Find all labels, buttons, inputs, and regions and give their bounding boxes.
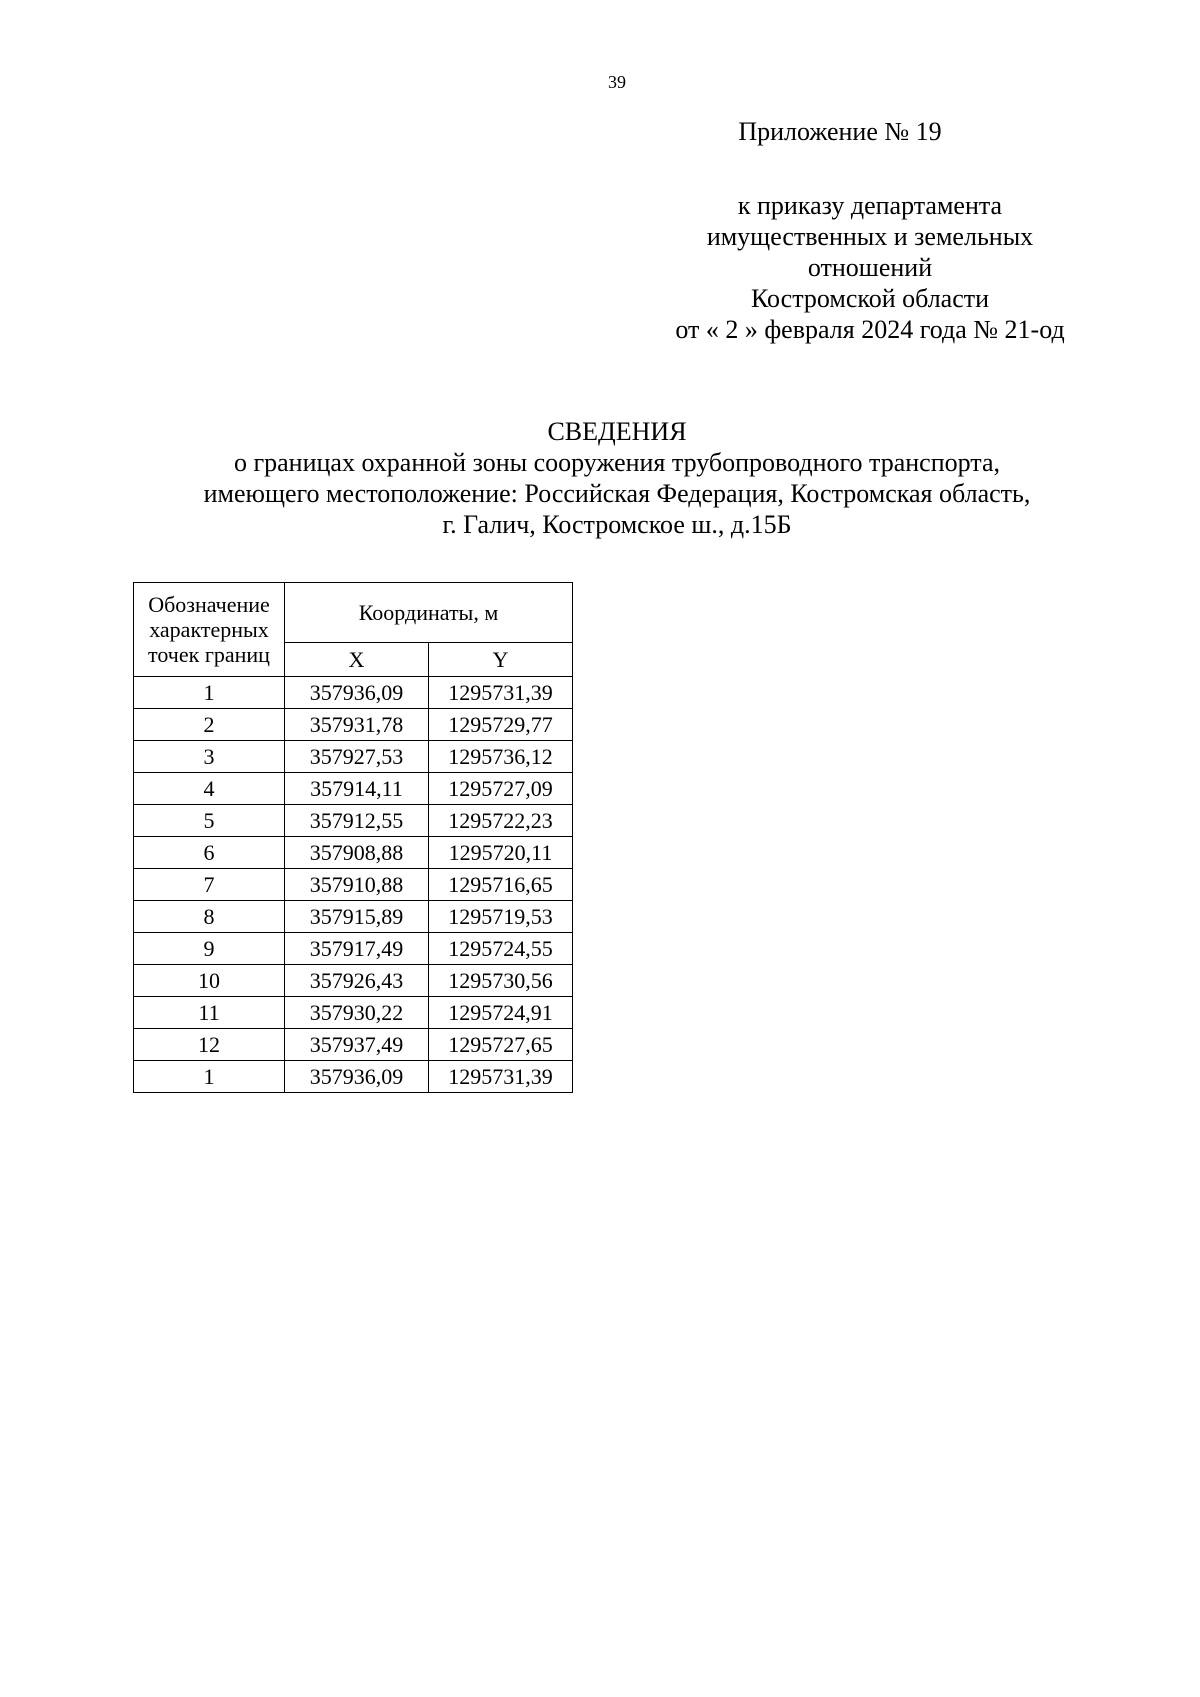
cell-point: 10: [134, 965, 285, 997]
cell-y: 1295727,65: [429, 1029, 573, 1061]
cell-y: 1295724,55: [429, 933, 573, 965]
cell-point: 7: [134, 869, 285, 901]
table-row: [134, 677, 573, 709]
order-reference: [620, 190, 1120, 345]
cell-point: 1: [134, 677, 285, 709]
document-heading: [0, 416, 1200, 540]
cell-x: 357926,43: [285, 965, 429, 997]
cell-y: 1295719,53: [429, 901, 573, 933]
cell-y: 1295730,56: [429, 965, 573, 997]
cell-y: 1295731,39: [429, 677, 573, 709]
header-coordinates: Координаты, м: [285, 583, 573, 643]
header-x: X: [285, 643, 429, 677]
order-line: к приказу департамента: [737, 191, 1003, 220]
cell-point: 3: [134, 741, 285, 773]
cell-y: 1295724,91: [429, 997, 573, 1029]
table-row: [134, 773, 573, 805]
table-row: [134, 741, 573, 773]
cell-point: 4: [134, 773, 285, 805]
cell-y: 1295727,09: [429, 773, 573, 805]
cell-point: 11: [134, 997, 285, 1029]
cell-point: 5: [134, 805, 285, 837]
heading-line: г. Галич, Костромское ш., д.15Б: [442, 510, 792, 539]
table-row: [134, 1029, 573, 1061]
table-row: [134, 997, 573, 1029]
cell-y: 1295720,11: [429, 837, 573, 869]
table-row: [134, 805, 573, 837]
order-line: от « 2 » февраля 2024 года № 21-од: [675, 315, 1065, 344]
cell-point: 8: [134, 901, 285, 933]
cell-x: 357936,09: [285, 1061, 429, 1093]
order-line: Костромской области: [750, 284, 990, 313]
coordinates-table: [133, 582, 573, 1093]
header-point-line: Обозначение: [148, 592, 270, 617]
cell-point: 9: [134, 933, 285, 965]
cell-point: 1: [134, 1061, 285, 1093]
header-point-designation: [134, 583, 285, 677]
heading-line: имеющего местоположение: Российская Федерация, Костромская область,: [203, 479, 1031, 508]
cell-y: 1295722,23: [429, 805, 573, 837]
cell-x: 357927,53: [285, 741, 429, 773]
cell-x: 357930,22: [285, 997, 429, 1029]
cell-y: 1295729,77: [429, 709, 573, 741]
table-row: [134, 837, 573, 869]
order-line: имущественных и земельных: [706, 222, 1034, 251]
cell-point: 12: [134, 1029, 285, 1061]
table-row: [134, 869, 573, 901]
cell-x: 357912,55: [285, 805, 429, 837]
cell-y: 1295716,65: [429, 869, 573, 901]
cell-x: 357914,11: [285, 773, 429, 805]
table-row: [134, 901, 573, 933]
cell-x: 357937,49: [285, 1029, 429, 1061]
cell-point: 2: [134, 709, 285, 741]
cell-x: 357915,89: [285, 901, 429, 933]
header-point-line: точек границ: [148, 642, 270, 667]
appendix-title: Приложение № 19: [738, 117, 942, 146]
header-y: Y: [429, 643, 573, 677]
table-row: [134, 933, 573, 965]
cell-x: 357931,78: [285, 709, 429, 741]
table-row: [134, 1061, 573, 1093]
page-number: 39: [608, 72, 626, 92]
cell-point: 6: [134, 837, 285, 869]
cell-y: 1295736,12: [429, 741, 573, 773]
header-point-line: характерных: [149, 617, 269, 642]
cell-x: 357910,88: [285, 869, 429, 901]
order-line: отношений: [807, 253, 933, 282]
cell-x: 357917,49: [285, 933, 429, 965]
table-row: [134, 965, 573, 997]
heading-line: о границах охранной зоны сооружения трубопроводного транспорта,: [233, 448, 1001, 477]
coordinates-table-body: [134, 677, 573, 1093]
cell-y: 1295731,39: [429, 1061, 573, 1093]
heading-title: СВЕДЕНИЯ: [547, 417, 687, 446]
table-row: [134, 709, 573, 741]
cell-x: 357908,88: [285, 837, 429, 869]
cell-x: 357936,09: [285, 677, 429, 709]
